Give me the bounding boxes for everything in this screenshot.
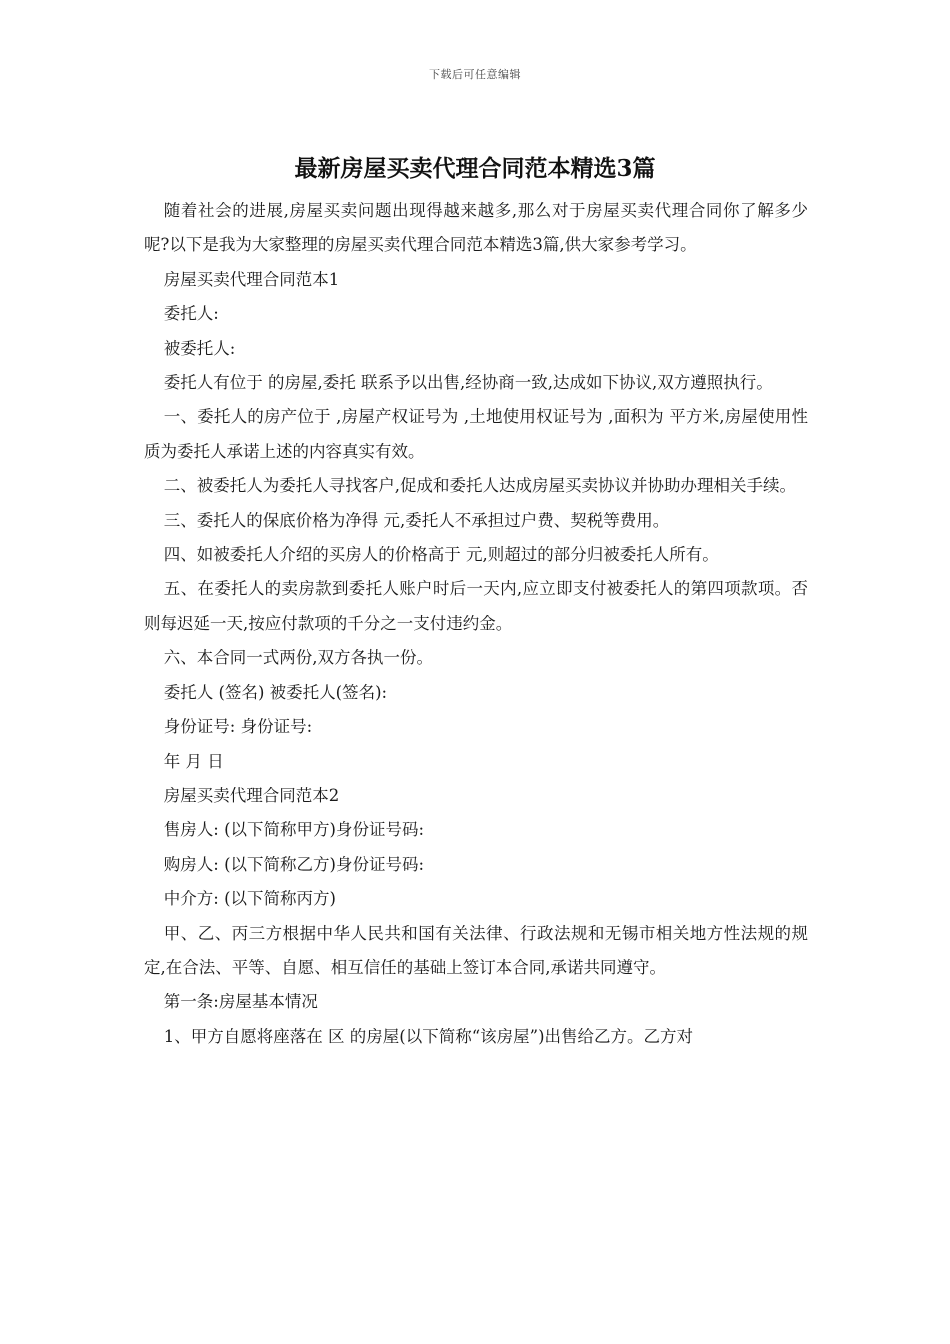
paragraph: 被委托人: [163,338,236,358]
clause: 五、在委托人的卖房款到委托人账户时后一天内,应立即支付被委托人的第四项款项。否则每迟延一天,按应付款项的千分之一支付违约金。 [144,579,808,633]
paragraph: 委托人有位于 的房屋,委托 联系予以出售,经协商一致,达成如下协议,双方遵照执行。 [163,373,773,393]
paragraph: 甲、乙、丙三方根据中华人民共和国有关法律、行政法规和无锡市相关地方性法规的规定,在合法、平等、自愿、相互信任的基础上签订本合同,承诺共同遵守。 [144,923,808,977]
paragraph: 委托人: [163,304,219,324]
clause: 三、委托人的保底价格为净得 元,委托人不承担过户费、契税等费用。 [163,510,670,530]
section-heading-1: 房屋买卖代理合同范本1 [163,269,340,289]
article-heading: 第一条:房屋基本情况 [163,992,318,1012]
paragraph-intro: 随着社会的进展,房屋买卖问题出现得越来越多,那么对于房屋买卖代理合同你了解多少呢?以下是我为大家整理的房屋买卖代理合同范本精选3篇,供大家参考学习。 [144,201,808,255]
party-line: 购房人: (以下简称乙方)身份证号码: [163,854,425,874]
date-line: 年 月 日 [163,751,224,771]
document-body [144,194,808,1054]
clause: 一、委托人的房产位于 ,房屋产权证号为 ,土地使用权证号为 ,面积为 平方米,房屋使用性质为委托人承诺上述的内容真实有效。 [144,407,808,461]
party-line: 中介方: (以下简称丙方) [163,889,336,909]
party-line: 售房人: (以下简称甲方)身份证号码: [163,820,425,840]
header-note: 下载后可任意编辑 [429,68,521,81]
id-number-line: 身份证号: 身份证号: [163,717,313,737]
section-heading-2: 房屋买卖代理合同范本2 [163,785,340,805]
paragraph: 1、甲方自愿将座落在 区 的房屋(以下简称“该房屋”)出售给乙方。乙方对 [163,1026,694,1046]
clause: 四、如被委托人介绍的买房人的价格高于 元,则超过的部分归被委托人所有。 [163,545,719,565]
clause: 二、被委托人为委托人寻找客户,促成和委托人达成房屋买卖协议并协助办理相关手续。 [163,476,797,496]
signature-line: 委托人 (签名) 被委托人(签名): [163,682,388,702]
document-title: 最新房屋买卖代理合同范本精选3篇 [294,155,656,182]
clause: 六、本合同一式两份,双方各执一份。 [163,648,434,668]
